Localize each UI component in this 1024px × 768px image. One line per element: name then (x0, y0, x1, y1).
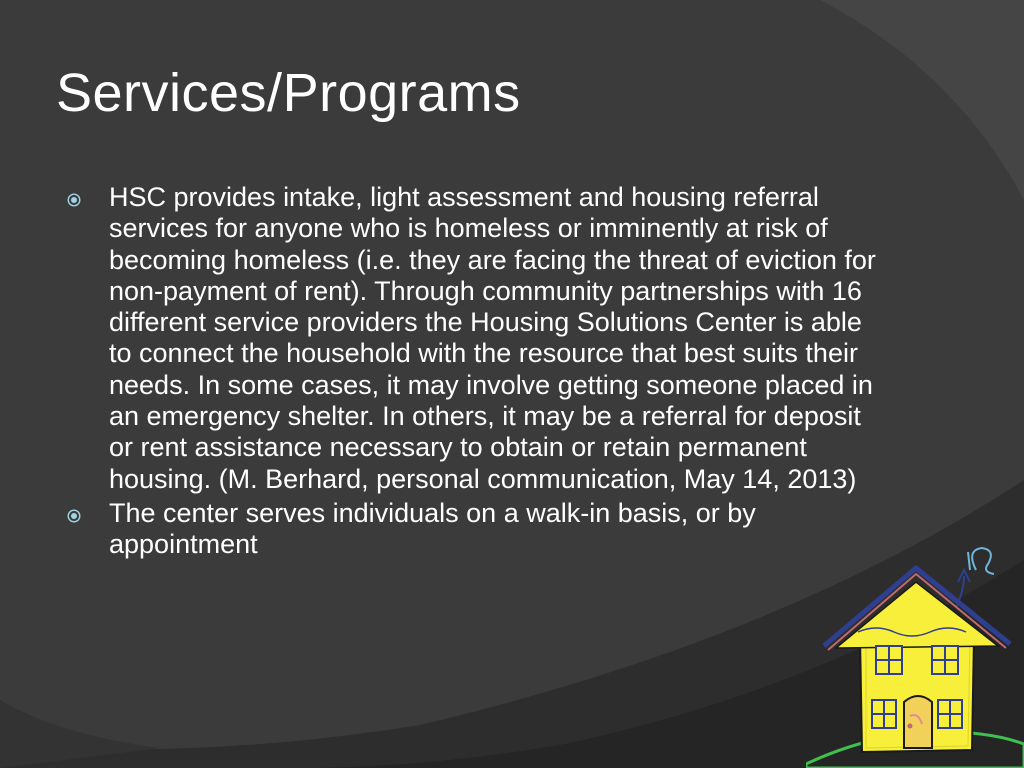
bullet-item (62, 182, 882, 495)
bullet-list (62, 182, 882, 564)
bullet-text: HSC provides intake, light assessment and housing referral services for anyone who is homeless or imminently at risk of becoming homeless (i.e. they are facing the threat of eviction for non-payment of rent). Through community partnerships with 16 different service providers the Housing Solutions Center is able to connect the household with the resource that best suits their needs. In some cases, it may involve getting someone placed in an emergency shelter. In others, it may be a referral for deposit or rent assistance necessary to obtain or retain permanent housing. (M. Berhard, personal communication, May 14, 2013) (109, 182, 876, 494)
bullet-text: The center serves individuals on a walk-in basis, or by appointment (109, 497, 756, 560)
target-bullet-icon (67, 193, 81, 207)
slide-title: Services/Programs (56, 63, 521, 123)
target-bullet-icon (67, 509, 81, 523)
house-clipart-icon (806, 540, 1024, 768)
bullet-item (62, 498, 882, 561)
